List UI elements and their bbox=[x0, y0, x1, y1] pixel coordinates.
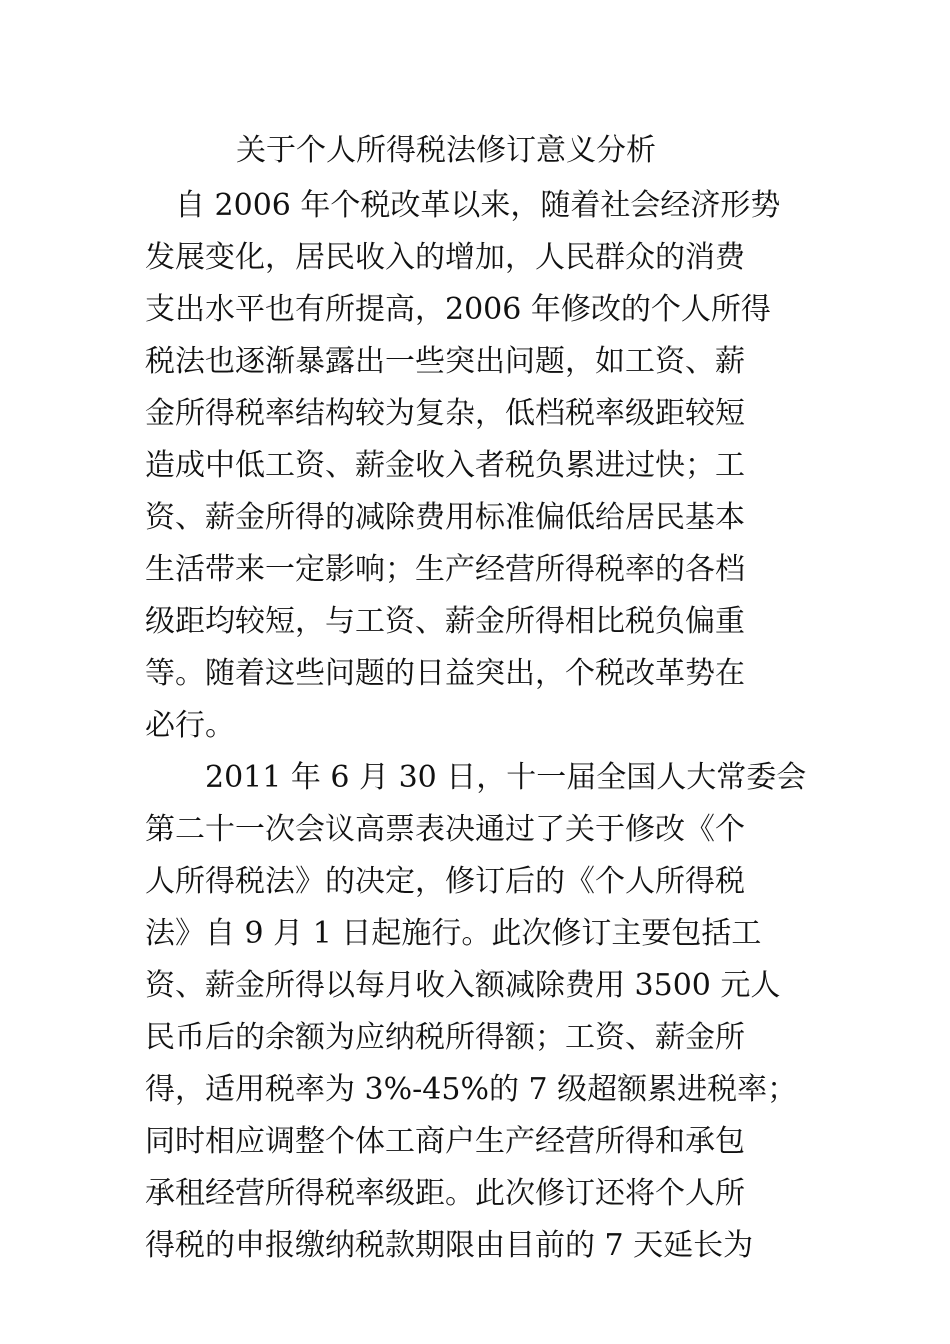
paragraph-1-line: 资、薪金所得的减除费用标准偏低给居民基本 bbox=[145, 500, 745, 535]
paragraph-1-line: 级距均较短，与工资、薪金所得相比税负偏重 bbox=[145, 604, 745, 639]
paragraph-2-line: 得税的申报缴纳税款期限由目前的 7 天延长为 bbox=[145, 1228, 754, 1263]
document-body bbox=[145, 180, 815, 1272]
paragraph-2-line: 第二十一次会议高票表决通过了关于修改《个 bbox=[145, 812, 745, 847]
paragraph-1-line: 税法也逐渐暴露出一些突出问题，如工资、薪 bbox=[145, 344, 745, 379]
paragraph-2-line: 法》自 9 月 1 日起施行。此次修订主要包括工 bbox=[145, 916, 762, 951]
paragraph-2-line: 承租经营所得税率级距。此次修订还将个人所 bbox=[145, 1176, 745, 1211]
paragraph-1-line: 自 2006 年个税改革以来，随着社会经济形势 bbox=[175, 188, 781, 223]
paragraph-2-line: 同时相应调整个体工商户生产经营所得和承包 bbox=[145, 1124, 745, 1159]
paragraph-1-line: 支出水平也有所提高，2006 年修改的个人所得 bbox=[145, 292, 771, 327]
paragraph-1-line: 发展变化，居民收入的增加，人民群众的消费 bbox=[145, 240, 745, 275]
paragraph-1-line: 造成中低工资、薪金收入者税负累进过快；工 bbox=[145, 448, 745, 483]
document-title: 关于个人所得税法修订意义分析 bbox=[236, 133, 656, 168]
paragraph-2-line: 资、薪金所得以每月收入额减除费用 3500 元人 bbox=[145, 968, 781, 1003]
paragraph-1-line: 等。随着这些问题的日益突出，个税改革势在 bbox=[145, 656, 745, 691]
paragraph-2-line: 2011 年 6 月 30 日，十一届全国人大常委会 bbox=[205, 760, 807, 795]
paragraph-2-line: 人所得税法》的决定，修订后的《个人所得税 bbox=[145, 864, 745, 899]
paragraph-1-line: 金所得税率结构较为复杂，低档税率级距较短 bbox=[145, 396, 745, 431]
paragraph-2-line: 得，适用税率为 3%-45%的 7 级超额累进税率； bbox=[145, 1072, 798, 1107]
paragraph-1-line: 生活带来一定影响；生产经营所得税率的各档 bbox=[145, 552, 745, 587]
paragraph-2-line: 民币后的余额为应纳税所得额；工资、薪金所 bbox=[145, 1020, 745, 1055]
paragraph-1-line: 必行。 bbox=[145, 708, 235, 743]
